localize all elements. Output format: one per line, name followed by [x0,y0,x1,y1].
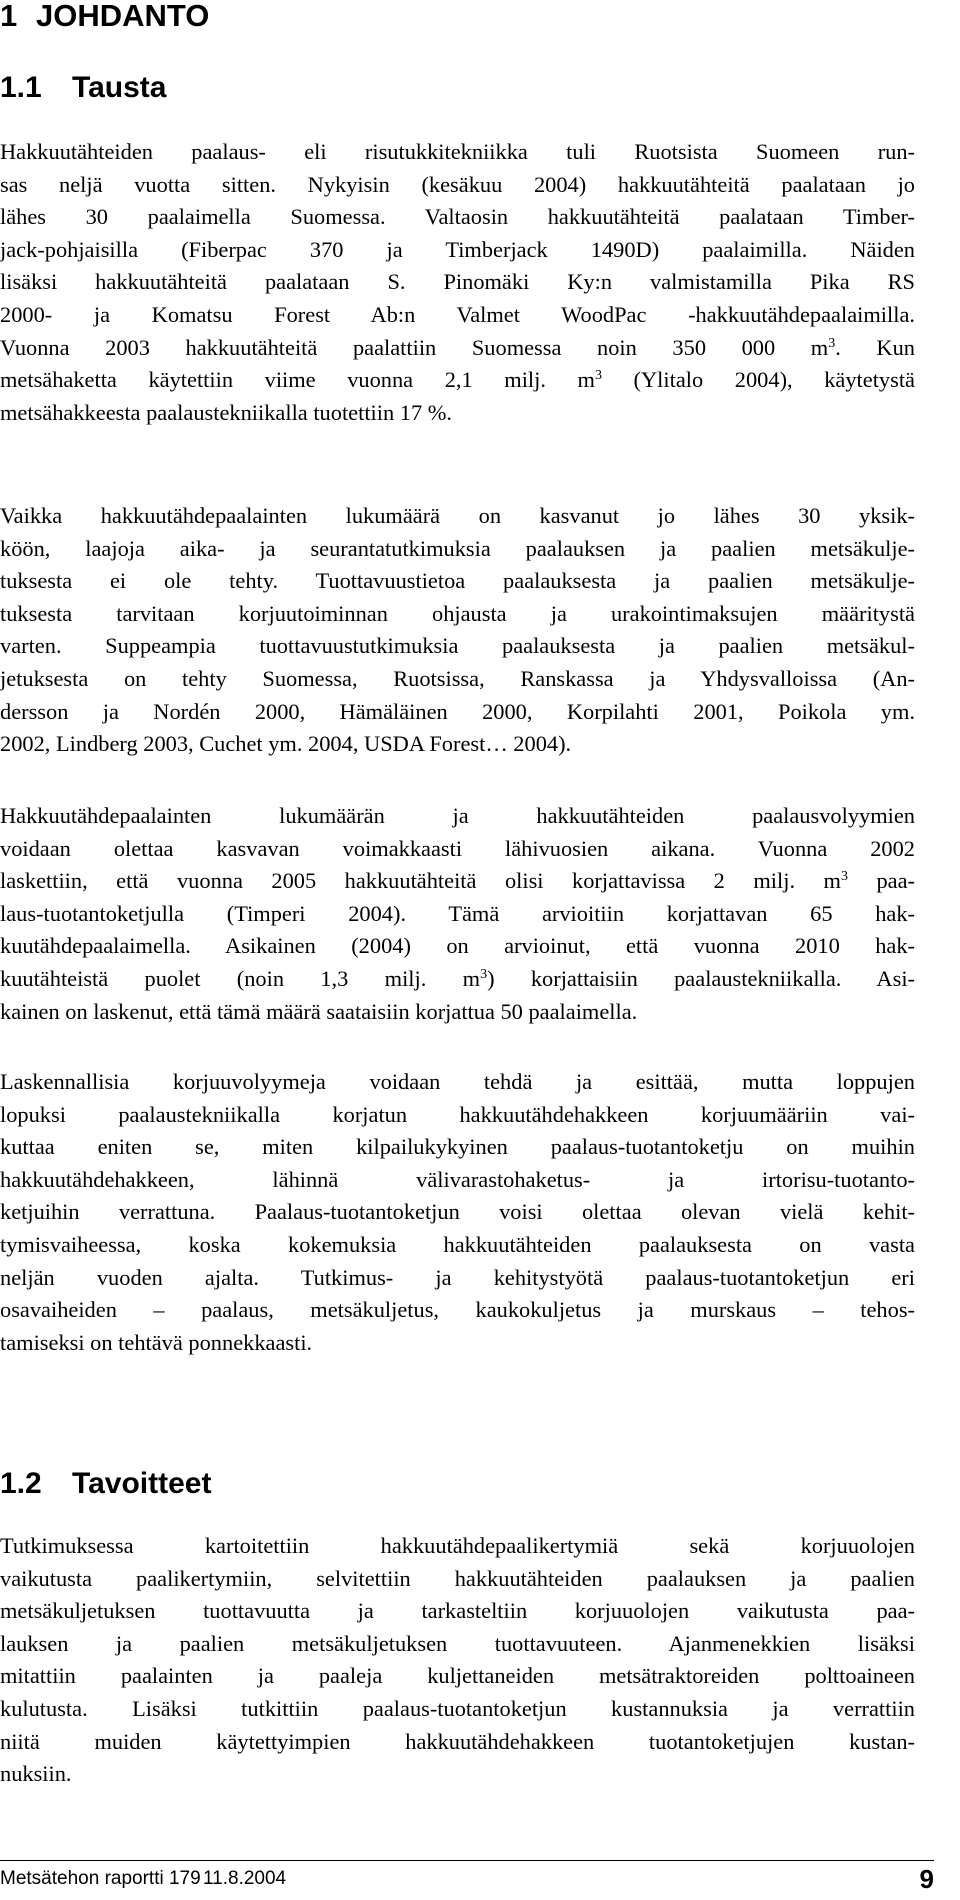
text-run: kuutähteistä puolet (noin 1,3 milj. m [0,965,481,991]
paragraph-5 [0,1530,915,1791]
text-line: vaikutusta paalikertymiin, selvitettiin hakkuutähteiden paalauksen ja paalien [0,1565,915,1591]
page-footer [0,1864,934,1894]
text-line: kulutusta. Lisäksi tutkittiin paalaus-tuotantoketjun kustannuksia ja verrattiin [0,1695,915,1721]
text-run: . Kun [835,334,915,360]
text-line: köön, laajoja aika- ja seurantatutkimuksia paalauksen ja paalien metsäkulje- [0,535,915,561]
footer-report-title: Metsätehon raportti 179 [0,1868,201,1889]
text-line: hakkuutähdehakkeen, lähinnä välivarastohaketus- ja irtorisu-tuotanto- [0,1166,915,1192]
text-line: tuksesta ei ole tehty. Tuottavuustietoa paalauksesta ja paalien metsäkulje- [0,568,915,594]
superscript: 3 [480,966,488,982]
paragraph-3 [0,800,915,1028]
text-line: metsähakkeesta paalaustekniikalla tuotettiin 17 %. [0,399,453,425]
text-line: jack-pohjaisilla (Fiberpac 370 ja Timberjack 1490D) paalaimilla. Näiden [0,236,915,262]
chapter-number: 1 [0,0,18,33]
text-line: metsäkuljetuksen tuottavuutta ja tarkasteltiin korjuuolojen vaikutusta paa- [0,1598,915,1624]
text-line: Hakkuutähdepaalainten lukumäärän ja hakkuutähteiden paalausvolyymien [0,803,915,828]
text-line: 2002, Lindberg 2003, Cuchet ym. 2004, USDA Forest… 2004). [0,731,572,757]
text-line [0,364,915,397]
section-heading-tausta [0,70,166,106]
text-run: metsähaketta käytettiin viime vuonna 2,1 milj. m [0,367,595,393]
chapter-title: JOHDANTO [36,0,210,33]
page-number: 9 [919,1864,934,1894]
superscript: 3 [828,335,836,351]
text-line: tymisvaiheessa, koska kokemuksia hakkuutähteiden paalauksesta on vasta [0,1231,915,1257]
text-line: tamiseksi on tehtävä ponnekkaasti. [0,1329,313,1355]
text-line: jetuksesta on tehty Suomessa, Ruotsissa, Ranskassa ja Yhdysvalloissa (An- [0,665,915,691]
section-number: 1.2 [0,1467,42,1500]
text-line: varten. Suppeampia tuottavuustutkimuksia paalauksesta ja paalien metsäkul- [0,633,915,659]
paragraph-4 [0,1066,915,1359]
text-line: neljän vuoden ajalta. Tutkimus- ja kehitystyötä paalaus-tuotantoketjun eri [0,1264,915,1290]
text-line: Laskennallisia korjuuvolyymeja voidaan tehdä ja esittää, mutta loppujen [0,1069,915,1094]
footer-date: 11.8.2004 [203,1868,287,1889]
text-line: dersson ja Nordén 2000, Hämäläinen 2000, Korpilahti 2001, Poikola ym. [0,698,915,724]
text-line: lauksen ja paalien metsäkuljetuksen tuottavuuteen. Ajanmenekkien lisäksi [0,1630,915,1656]
text-line: nuksiin. [0,1761,72,1787]
text-line: laus-tuotantoketjulla (Timperi 2004). Tämä arvioitiin korjattavan 65 hak- [0,900,915,926]
text-line: kuutähdepaalaimella. Asikainen (2004) on arvioinut, että vuonna 2010 hak- [0,933,915,959]
superscript: 3 [594,368,602,384]
text-run: ) korjattaisiin paalaustekniikalla. Asi- [487,965,915,991]
text-line: voidaan olettaa kasvavan voimakkaasti lähivuosien aikana. Vuonna 2002 [0,835,915,861]
text-line: Hakkuutähteiden paalaus- eli risutukkitekniikka tuli Ruotsista Suomeen run- [0,139,915,164]
text-run: Vuonna 2003 hakkuutähteitä paalattiin Suomessa noin 350 000 m [0,334,829,360]
section-title: Tavoitteet [72,1467,212,1500]
text-line: ketjuihin verrattuna. Paalaus-tuotantoketjun voisi olettaa olevan vielä kehit- [0,1199,915,1225]
text-line [0,332,915,365]
paragraph-1 [0,136,915,429]
text-line: 2000- ja Komatsu Forest Ab:n Valmet WoodPac -hakkuutähdepaalaimilla. [0,301,915,327]
text-line: kainen on laskenut, että tämä määrä saataisiin korjattua 50 paalaimella. [0,998,638,1024]
text-line: lisäksi hakkuutähteitä paalataan S. Pinomäki Ky:n valmistamilla Pika RS [0,269,915,295]
text-run: paa- [847,868,915,894]
text-line: mitattiin paalainten ja paaleja kuljettaneiden metsätraktoreiden polttoaineen [0,1663,915,1689]
chapter-heading [0,0,209,34]
text-line: Tutkimuksessa kartoitettiin hakkuutähdepaalikertymiä sekä korjuuolojen [0,1533,915,1558]
text-line: sas neljä vuotta sitten. Nykyisin (kesäkuu 2004) hakkuutähteitä paalataan jo [0,171,915,197]
paragraph-2 [0,500,915,761]
text-line: Vaikka hakkuutähdepaalainten lukumäärä on kasvanut jo lähes 30 yksik- [0,503,915,528]
section-title: Tausta [72,71,167,104]
text-line: niitä muiden käytettyimpien hakkuutähdehakkeen tuotantoketjujen kustan- [0,1728,915,1754]
text-run: (Ylitalo 2004), käytetystä [601,367,915,393]
text-line [0,963,915,996]
text-line [0,865,915,898]
text-line: tuksesta tarvitaan korjuutoiminnan ohjausta ja urakointimaksujen määritystä [0,600,915,626]
text-run: laskettiin, että vuonna 2005 hakkuutähteitä olisi korjattavissa 2 milj. m [0,868,841,894]
footer-divider [0,1860,934,1861]
superscript: 3 [840,869,848,885]
section-heading-tavoitteet [0,1466,211,1502]
text-line: lopuksi paalaustekniikalla korjatun hakkuutähdehakkeen korjuumääriin vai- [0,1101,915,1127]
text-line: osavaiheiden – paalaus, metsäkuljetus, kaukokuljetus ja murskaus – tehos- [0,1297,915,1323]
section-number: 1.1 [0,71,42,104]
text-line: kuttaa eniten se, miten kilpailukykyinen paalaus-tuotantoketju on muihin [0,1134,915,1160]
text-line: lähes 30 paalaimella Suomessa. Valtaosin hakkuutähteitä paalataan Timber- [0,204,915,230]
